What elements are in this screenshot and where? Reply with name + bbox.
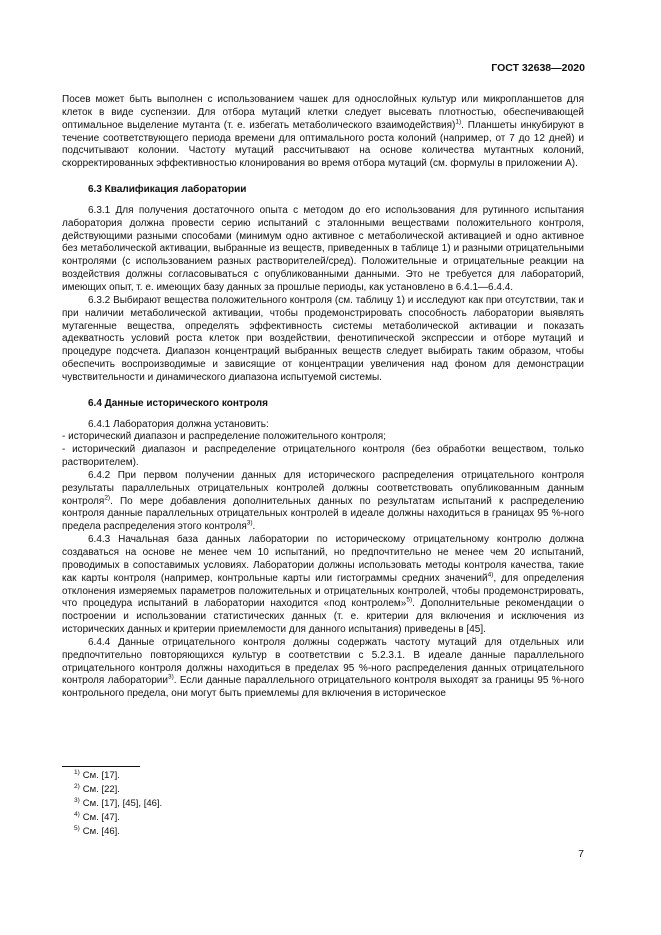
text-run: . Дополнительные рекомендации о построении и использовании статистических данных (т. е. критерии для включения и исключения из исторических данных и критерии приемлемости для данного испытания) приведены в [45].: [62, 598, 585, 636]
text-run: 6.4.3 Начальная база данных лаборатории по историческому отрицательному контролю должна создаваться на основе не менее чем 10 испытаний, но предпочтительно не менее чем 20 испытаний, проводимых в сопоставимых условиях. Лаборатории должны использовать методы контроля качества, такие как карты контроля (например, контрольные карты или гистограммы средних значений: [62, 534, 584, 584]
footnote-ref: 2): [104, 494, 111, 502]
paragraph-6-4-3: [62, 534, 584, 637]
standard-header: ГОСТ 32638—2020: [491, 62, 585, 74]
paragraph-6-4-1: 6.4.1 Лаборатория должна установить:: [88, 418, 269, 430]
paragraph-6-4-4: [62, 637, 584, 701]
body-text: [62, 94, 584, 701]
paragraph-6-3-2: 6.3.2 Выбирают вещества положительного контроля (см. таблицу 1) и исследуют как при отсутствии, так и при наличии метаболической активации, чтобы продемонстрировать способность лаборатории выявлять мутагенные вещества, определять эффективность системы метаболической активации и показать адекватность условий роста клеток при воздействии, фенотипической экспрессии и отборе мутаций и процедуре подсчета. Диапазон концентраций выбранных веществ следует выбирать таким образом, чтобы обеспечить воспроизводимые и зависящие от концентрации увеличения над фоном для демонстрации чувствительности и динамического диапазона испытуемой системы.: [62, 294, 584, 383]
list-item: - исторический диапазон и распределение отрицательного контроля (без обработки веществом, только растворителем).: [62, 444, 584, 469]
footnote-ref: 3): [167, 674, 174, 682]
text-run: 6.4.2 При первом получении данных для исторического распределения отрицательного контроля результаты параллельных отрицательных контролей должны соответствовать опубликованным данным контроля: [62, 469, 584, 507]
page-number: 7: [578, 848, 584, 860]
footnote: $^{1)}$ См. [17].: [74, 768, 120, 781]
footnote: $^{3)}$ См. [17], [45], [46].: [74, 797, 163, 810]
paragraph-intro: [62, 94, 584, 171]
footnote: $^{5)}$ См. [46].: [74, 825, 120, 838]
text-run: . Если данные параллельного отрицательного контроля выходят за границы 95 %-ного контрольного предела, они могут быть приемлемы для включения в историческое: [62, 675, 585, 700]
text-run: Посев может быть выполнен с использованием чашек для однослойных культур или микропланшетов для клеток в виде суспензии. Для отбора мутаций клетки следует высевать плотностью, обеспечивающей оптимальное выделение мутанта (т. е. избегать метаболического взаимодействия): [62, 94, 584, 131]
text-run: . По мере добавления дополнительных данных по результатам испытаний к распределению контроля данные параллельных отрицательных контролей в идеале должны находиться в границах 95 %-ного предела распределения этого контроля: [62, 495, 584, 533]
text-run: . Планшеты инкубируют в течение соответствующего периода времени для оптимального роста колоний (например, от 7 до 12 дней) и подсчитывают колонии. Частоту мутаций рассчитывают на основе количества мутантных колоний, скорректированных эффективностью клонирования во время отбора мутаций (см. формулы в приложении А).: [62, 119, 584, 170]
footnote-ref: 5): [406, 597, 413, 605]
footnote-ref: 1): [455, 118, 462, 126]
text-run: , для определения отклонения измеряемых параметров положительных и отрицательных контролей, чтобы продемонстрировать, что процедура испытаний в лаборатории находится «под контролем»: [62, 572, 584, 610]
footnote-ref: 3): [246, 519, 253, 527]
footnote-ref: 4): [487, 571, 494, 579]
paragraph-6-3-1: 6.3.1 Для получения достаточного опыта с методом до его использования для рутинного испытания лаборатория должна провести серию испытаний с эталонными веществами положительного контроля, действующими разными способами (минимум одно активное с метаболической активацией и одно активное без метаболической активации, выбранные из веществ, приведенных в таблице 1) и разными отрицательными контролями (с использованием разных растворителей/сред). Положительные и отрицательные реакции на воздействия должны согласовываться с опубликованными данными. Это не требуется для лабораторий, имеющих опыт, т. е. имеющих базу данных за прошлые периоды, как установлено в 6.4.1—6.4.4.: [62, 204, 584, 293]
footnote: $^{4)}$ См. [47].: [74, 811, 120, 824]
list-item: - исторический диапазон и распределение положительного контроля;: [62, 431, 386, 443]
paragraph-6-4-2: [62, 470, 584, 534]
section-heading-6-4: 6.4 Данные исторического контроля: [88, 397, 268, 409]
footnotes: [74, 769, 162, 839]
section-heading-6-3: 6.3 Квалификация лаборатории: [88, 184, 247, 196]
text-run: .: [252, 521, 256, 533]
footnote: $^{2)}$ См. [22].: [74, 782, 120, 796]
text-run: 6.4.4 Данные отрицательного контроля должны содержать частоту мутаций для отдельных или предпочтительно повторяющихся культур в соответствии с 5.2.3.1. В идеале данные параллельного отрицательного контроля должны находиться в пределах 95 %-ного распределения данных отрицательного контроля лаборатории: [62, 636, 584, 687]
footnote-divider: [62, 766, 140, 767]
